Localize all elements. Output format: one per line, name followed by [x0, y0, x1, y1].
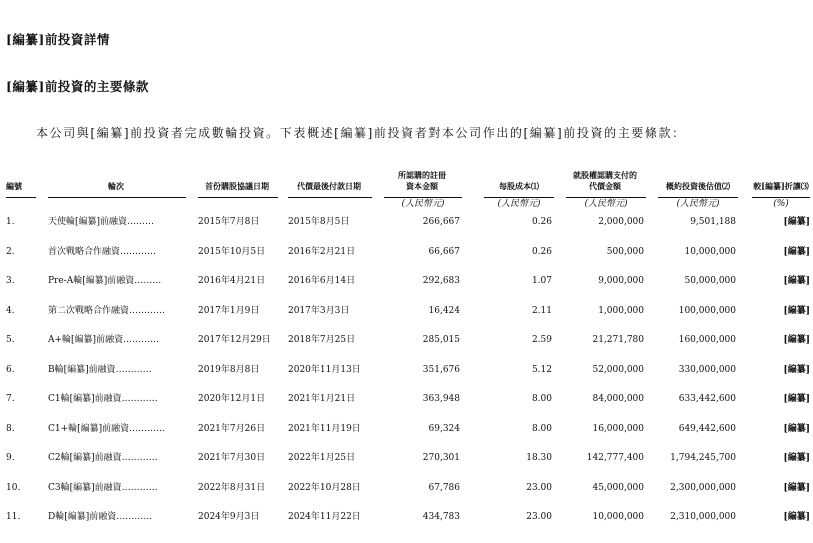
cell-discount: [編纂]	[783, 482, 810, 493]
cell-payment-date: 2022年1月25日	[288, 453, 356, 463]
cell-agreement-date: 2019年8月8日	[198, 364, 260, 375]
cell-consideration: 84,000,000	[592, 394, 644, 404]
header-divider	[484, 197, 554, 198]
cell-discount: [編纂]	[783, 335, 810, 345]
header-payment-date: 代價最後付款日期	[297, 181, 361, 191]
cell-consideration: 142,777,400	[586, 453, 644, 463]
cell-valuation: 9,501,188	[690, 217, 736, 227]
cell-discount: [編纂]	[783, 305, 810, 316]
cell-no: 4.	[6, 305, 15, 316]
header-divider	[566, 197, 646, 198]
cell-valuation: 100,000,000	[678, 305, 736, 316]
section-title: [編纂]前投資詳情	[6, 32, 110, 47]
cell-valuation: 2,300,000,000	[670, 482, 736, 493]
table-row	[0, 330, 813, 350]
header-divider	[658, 197, 738, 198]
cell-cost-per-share: 8.00	[531, 423, 552, 434]
cell-no: 5.	[6, 335, 15, 345]
table-row	[0, 389, 813, 409]
cell-discount: [編纂]	[783, 453, 810, 463]
cell-consideration: 1,000,000	[598, 305, 644, 316]
cell-cost-per-share: 18.30	[526, 453, 552, 463]
cell-consideration: 9,000,000	[598, 276, 644, 286]
cell-subscribed-capital: 270,301	[422, 453, 460, 463]
cell-payment-date: 2017年3月3日	[288, 305, 350, 316]
cell-agreement-date: 2015年7月8日	[198, 217, 260, 227]
header-round: 輪次	[108, 181, 124, 191]
cell-agreement-date: 2022年8月31日	[198, 482, 266, 493]
header-divider	[48, 197, 186, 198]
table-row	[0, 301, 813, 321]
cell-round: A+輪[編纂]前融資…………	[48, 335, 160, 345]
header-subscribed-capital: 所認購的註冊資本金額	[398, 170, 446, 191]
cell-agreement-date: 2021年7月30日	[198, 453, 266, 463]
cell-round: C3輪[編纂]前融資…………	[48, 482, 158, 493]
cell-agreement-date: 2024年9月3日	[198, 512, 260, 522]
unit-valuation: (人民幣元)	[676, 199, 720, 209]
cell-payment-date: 2015年8月5日	[288, 217, 350, 227]
cell-no: 11.	[6, 512, 21, 522]
header-divider	[198, 197, 278, 198]
table-row	[0, 242, 813, 262]
table-row	[0, 478, 813, 498]
cell-valuation: 2,310,000,000	[670, 512, 736, 522]
table-row	[0, 448, 813, 468]
unit-subscribed-capital: (人民幣元)	[401, 199, 445, 209]
cell-subscribed-capital: 363,948	[422, 394, 460, 404]
cell-payment-date: 2022年10月28日	[288, 482, 361, 493]
header-agreement-date: 首份購股協議日期	[205, 181, 269, 191]
cell-agreement-date: 2017年12月29日	[198, 335, 271, 345]
cell-valuation: 1,794,245,700	[670, 453, 736, 463]
cell-subscribed-capital: 351,676	[422, 364, 460, 375]
cell-payment-date: 2021年1月21日	[288, 394, 356, 404]
table-row	[0, 360, 813, 380]
cell-subscribed-capital: 434,783	[422, 512, 460, 522]
cell-round: Pre-A輪[編纂]前融資………	[48, 276, 162, 286]
cell-cost-per-share: 23.00	[526, 512, 552, 522]
cell-discount: [編纂]	[783, 394, 810, 404]
cell-cost-per-share: 23.00	[526, 482, 552, 493]
cell-valuation: 633,442,600	[678, 394, 736, 404]
cell-discount: [編纂]	[783, 217, 810, 227]
cell-round: 首次戰略合作融資…………	[48, 246, 157, 257]
table-row	[0, 212, 813, 232]
table-row	[0, 271, 813, 291]
cell-agreement-date: 2017年1月9日	[198, 305, 260, 316]
cell-cost-per-share: 1.07	[531, 276, 552, 286]
cell-consideration: 16,000,000	[592, 423, 644, 434]
cell-discount: [編纂]	[783, 423, 810, 434]
cell-valuation: 10,000,000	[684, 246, 736, 257]
cell-no: 10.	[6, 482, 21, 493]
cell-consideration: 45,000,000	[592, 482, 644, 493]
cell-cost-per-share: 0.26	[531, 217, 552, 227]
cell-agreement-date: 2016年4月21日	[198, 276, 266, 286]
cell-valuation: 160,000,000	[678, 335, 736, 345]
cell-subscribed-capital: 285,015	[422, 335, 460, 345]
cell-cost-per-share: 8.00	[531, 394, 552, 404]
cell-payment-date: 2016年6月14日	[288, 276, 356, 286]
cell-discount: [編纂]	[783, 512, 810, 522]
header-divider	[752, 197, 810, 198]
unit-consideration: (人民幣元)	[584, 199, 628, 209]
subsection-title: [編纂]前投資的主要條款	[6, 79, 149, 94]
cell-payment-date: 2024年11月22日	[288, 512, 361, 522]
cell-round: 天使輪[編纂]前融資………	[48, 217, 155, 227]
cell-no: 1.	[6, 217, 15, 227]
cell-cost-per-share: 0.26	[531, 246, 552, 257]
cell-no: 2.	[6, 246, 15, 257]
cell-round: C2輪[編纂]前融資…………	[48, 453, 158, 463]
cell-no: 3.	[6, 276, 15, 286]
header-cost-per-share: 每股成本⑴	[499, 181, 539, 191]
cell-discount: [編纂]	[783, 364, 810, 375]
table-row	[0, 507, 813, 527]
cell-valuation: 649,442,600	[678, 423, 736, 434]
cell-no: 9.	[6, 453, 15, 463]
cell-consideration: 21,271,780	[592, 335, 644, 345]
cell-subscribed-capital: 67,786	[428, 482, 460, 493]
header-divider	[384, 197, 462, 198]
unit-cost-per-share: (人民幣元)	[497, 199, 541, 209]
header-no: 編號	[6, 181, 22, 191]
cell-payment-date: 2020年11月13日	[288, 364, 361, 375]
cell-payment-date: 2021年11月19日	[288, 423, 361, 434]
cell-round: 第二次戰略合作融資…………	[48, 305, 166, 316]
cell-discount: [編纂]	[783, 246, 810, 257]
cell-cost-per-share: 2.59	[531, 335, 552, 345]
header-divider	[288, 197, 372, 198]
header-divider	[6, 197, 36, 198]
cell-valuation: 50,000,000	[684, 276, 736, 286]
intro-paragraph: 本公司與[編纂]前投資者完成數輪投資。下表概述[編纂]前投資者對本公司作出的[編纂]前投資的主要條款：	[36, 126, 686, 140]
cell-consideration: 52,000,000	[592, 364, 644, 375]
cell-subscribed-capital: 266,667	[422, 217, 460, 227]
cell-round: D輪[編纂]前融資…………	[48, 512, 153, 522]
table-row	[0, 419, 813, 439]
cell-no: 7.	[6, 394, 15, 404]
cell-consideration: 10,000,000	[592, 512, 644, 522]
header-discount: 較[編纂]折讓⑶	[753, 181, 809, 191]
cell-valuation: 330,000,000	[678, 364, 736, 375]
cell-subscribed-capital: 69,324	[428, 423, 460, 434]
cell-cost-per-share: 2.11	[531, 305, 552, 316]
cell-consideration: 2,000,000	[598, 217, 644, 227]
unit-discount: (%)	[773, 199, 789, 209]
cell-consideration: 500,000	[606, 246, 644, 257]
cell-discount: [編纂]	[783, 276, 810, 286]
cell-agreement-date: 2021年7月26日	[198, 423, 266, 434]
cell-round: C1+輪[編纂]前融資…………	[48, 423, 166, 434]
cell-no: 6.	[6, 364, 15, 375]
cell-subscribed-capital: 292,683	[422, 276, 460, 286]
cell-agreement-date: 2020年12月1日	[198, 394, 266, 404]
header-consideration: 就股權認購支付的代價金額	[573, 170, 637, 191]
cell-subscribed-capital: 16,424	[428, 305, 460, 316]
cell-subscribed-capital: 66,667	[428, 246, 460, 257]
cell-payment-date: 2016年2月21日	[288, 246, 356, 257]
cell-no: 8.	[6, 423, 15, 434]
cell-payment-date: 2018年7月25日	[288, 335, 356, 345]
cell-round: B輪[編纂]前融資…………	[48, 364, 152, 375]
cell-agreement-date: 2015年10月5日	[198, 246, 266, 257]
cell-round: C1輪[編纂]前融資…………	[48, 394, 158, 404]
header-valuation: 概約投資後估值⑵	[666, 181, 730, 191]
cell-cost-per-share: 5.12	[531, 364, 552, 375]
